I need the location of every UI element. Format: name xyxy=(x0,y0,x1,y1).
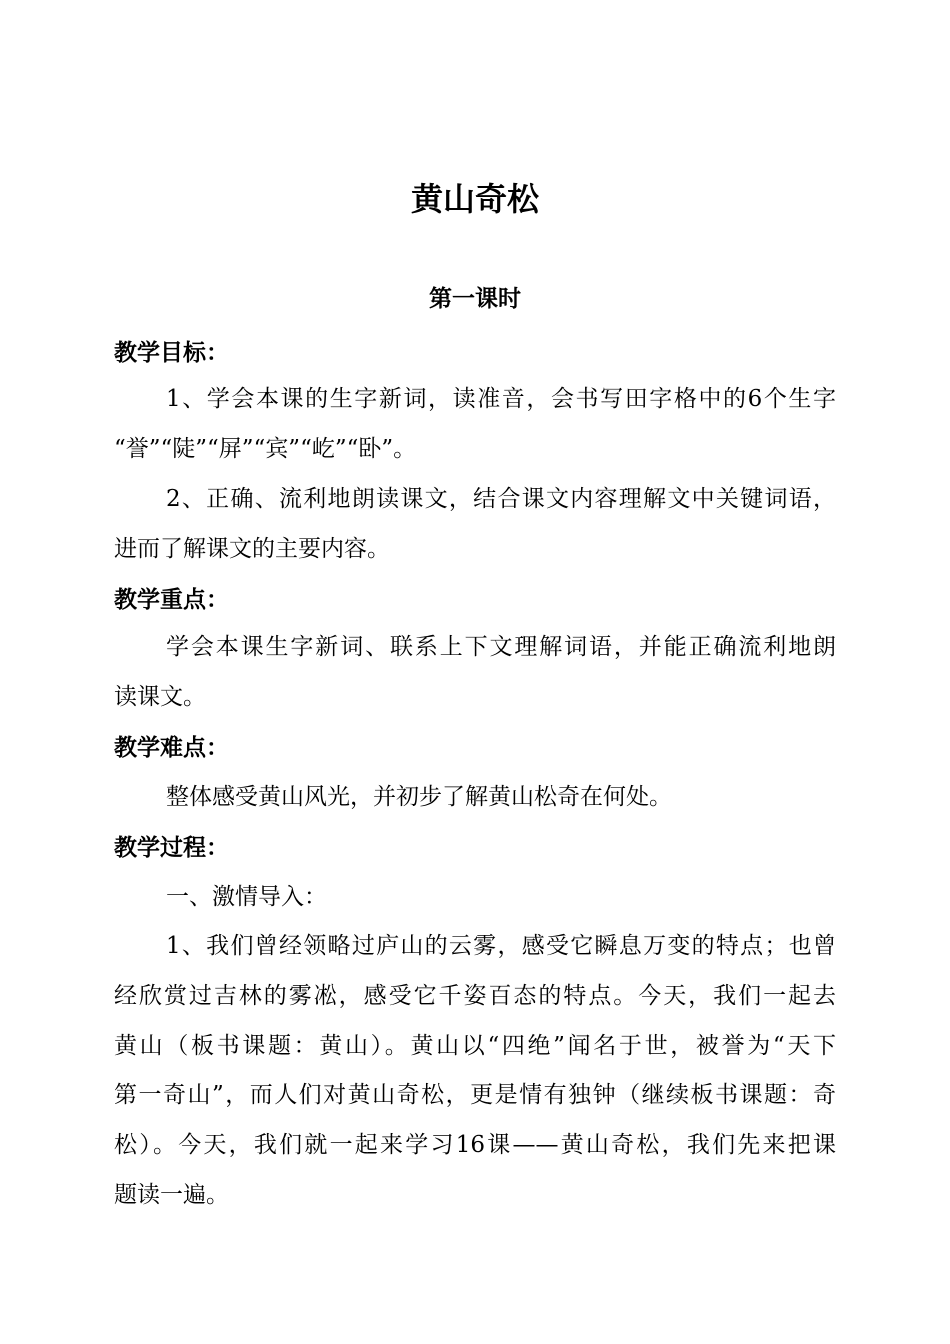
objective-2-line-2: 进而了解课文的主要内容。 xyxy=(114,536,390,562)
objective-1-line-1: 1、学会本课的生字新词，读准音，会书写田字格中的6个生字 xyxy=(166,386,836,412)
process-paragraph-line-3: 黄山（板书课题：黄山）。黄山以“四绝”闻名于世，被誉为“天下 xyxy=(114,1033,836,1059)
objectives-heading: 教学目标： xyxy=(114,340,229,366)
process-paragraph-line-5: 松）。今天，我们就一起来学习16课——黄山奇松，我们先来把课 xyxy=(114,1132,836,1158)
process-paragraph-line-1: 1、我们曾经领略过庐山的云雾，感受它瞬息万变的特点；也曾 xyxy=(166,933,836,959)
process-paragraph-line-4: 第一奇山”，而人们对黄山奇松，更是情有独钟（继续板书课题：奇 xyxy=(114,1082,836,1108)
difficulties-heading: 教学难点： xyxy=(114,735,229,761)
process-step-1: 一、激情导入： xyxy=(166,884,327,910)
key-points-line-2: 读课文。 xyxy=(114,684,206,710)
process-paragraph-line-2: 经欣赏过吉林的雾凇，感受它千姿百态的特点。今天，我们一起去 xyxy=(114,983,836,1009)
difficulties-line-1: 整体感受黄山风光，并初步了解黄山松奇在何处。 xyxy=(166,784,672,810)
process-paragraph-line-6: 题读一遍。 xyxy=(114,1182,229,1208)
objective-1-line-2: “誉”“陡”“屏”“宾”“屹”“卧”。 xyxy=(114,436,417,462)
lesson-period-heading: 第一课时 xyxy=(429,286,521,312)
objective-2-line-1: 2、正确、流利地朗读课文，结合课文内容理解文中关键词语， xyxy=(166,486,836,512)
process-heading: 教学过程： xyxy=(114,835,229,861)
key-points-line-1: 学会本课生字新词、联系上下文理解词语，并能正确流利地朗 xyxy=(166,634,836,660)
document-title: 黄山奇松 xyxy=(410,180,539,218)
key-points-heading: 教学重点： xyxy=(114,587,229,613)
